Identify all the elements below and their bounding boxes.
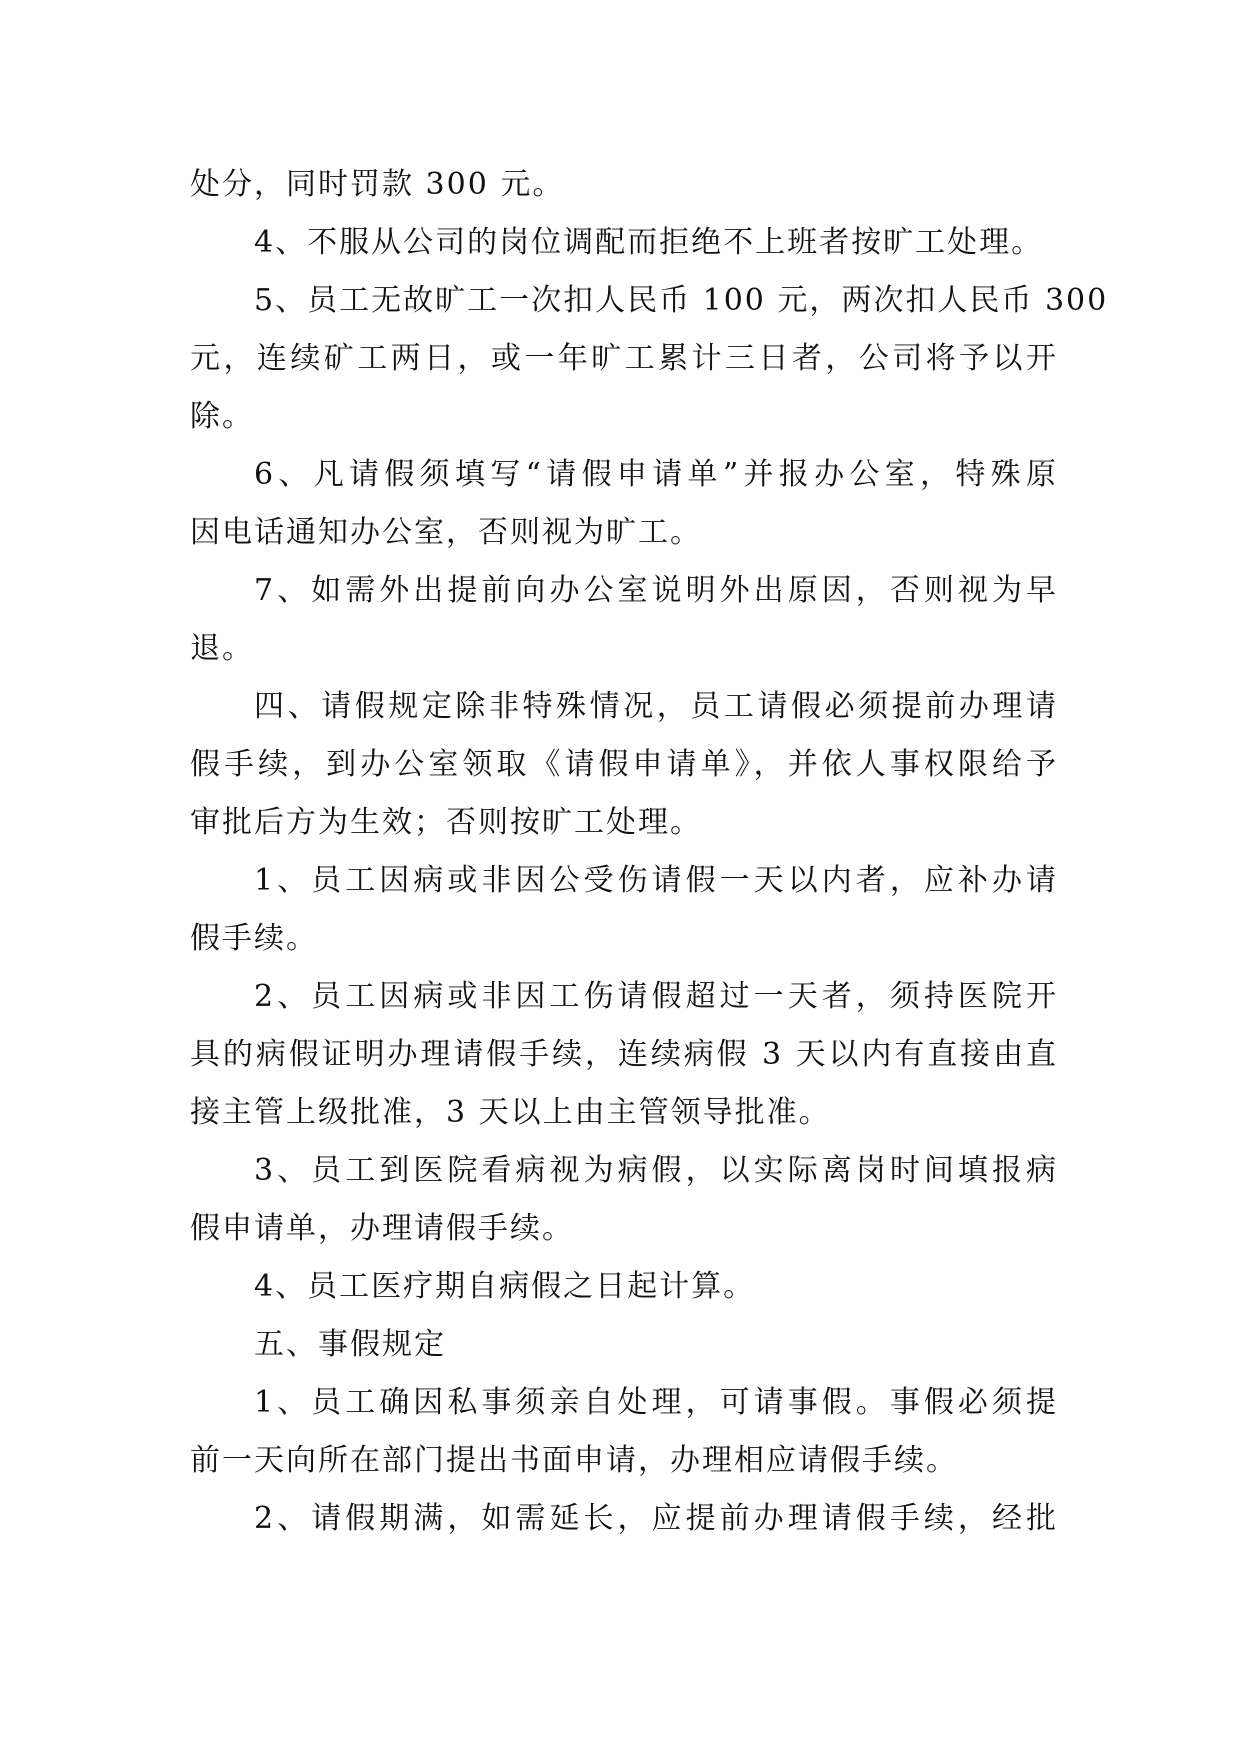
document-body (190, 156, 1109, 1548)
text-line: 接主管上级批准，3 天以上由主管领导批准。 (190, 1095, 831, 1130)
text-line: 除。 (190, 399, 254, 434)
text-line: 6、凡请假须填写“请假申请单”并报办公室，特殊原 (254, 457, 1058, 492)
text-line: 5、员工无故旷工一次扣人民币 100 元，两次扣人民币 300 (254, 283, 1109, 318)
text-line: 审批后方为生效；否则按旷工处理。 (190, 805, 702, 840)
text-line: 4、不服从公司的岗位调配而拒绝不上班者按旷工处理。 (254, 225, 1044, 260)
text-line: 具的病假证明办理请假手续，连续病假 3 天以内有直接由直 (190, 1037, 1058, 1072)
text-line: 前一天向所在部门提出书面申请，办理相应请假手续。 (190, 1443, 958, 1478)
text-line: 五、事假规定 (254, 1327, 446, 1362)
text-line: 1、员工因病或非因公受伤请假一天以内者，应补办请 (254, 863, 1058, 898)
text-line: 假手续，到办公室领取《请假申请单》，并依人事权限给予 (190, 747, 1058, 782)
text-line: 3、员工到医院看病视为病假，以实际离岗时间填报病 (254, 1153, 1058, 1188)
text-line: 处分，同时罚款 300 元。 (190, 167, 565, 202)
text-line: 元，连续矿工两日，或一年旷工累计三日者，公司将予以开 (190, 341, 1058, 376)
text-line: 4、员工医疗期自病假之日起计算。 (254, 1269, 756, 1304)
text-line: 7、如需外出提前向办公室说明外出原因，否则视为早 (254, 573, 1058, 608)
text-line: 2、员工因病或非因工伤请假超过一天者，须持医院开 (254, 979, 1058, 1014)
text-line: 2、请假期满，如需延长，应提前办理请假手续，经批 (254, 1501, 1058, 1536)
text-line: 假申请单，办理请假手续。 (190, 1211, 574, 1246)
text-line: 1、员工确因私事须亲自处理，可请事假。事假必须提 (254, 1385, 1058, 1420)
text-line: 因电话通知办公室，否则视为旷工。 (190, 515, 702, 550)
text-line: 假手续。 (190, 921, 318, 956)
text-line: 退。 (190, 631, 254, 666)
text-line: 四、请假规定除非特殊情况，员工请假必须提前办理请 (254, 689, 1058, 724)
